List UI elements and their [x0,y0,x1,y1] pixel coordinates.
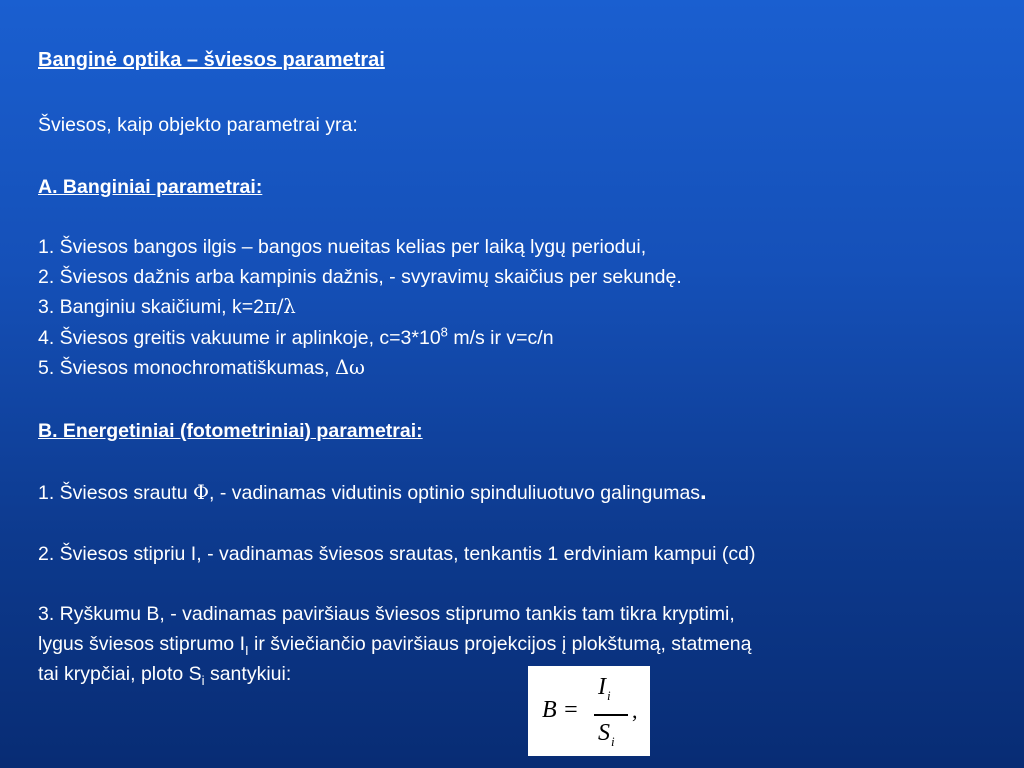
section-b-item-2: 2. Šviesos stipriu I, - vadinamas šviesos srautas, tenkantis 1 erdviniam kampui (cd) [38,543,756,565]
section-b-item-3-line-1: 3. Ryškumu B, - vadinamas paviršiaus šviesos stiprumo tankis tam tikra kryptimi, [38,603,735,625]
slide-title: Banginė optika – šviesos parametrai [38,49,385,71]
fraction-bar [594,714,628,716]
item-3-text: 3. Banginiu skaičiumi, k=2 [38,296,264,318]
b-item-1-symbol: Φ [193,481,209,504]
item-5-text: 5. Šviesos monochromatiškumas, [38,357,335,379]
b-item-1-text: 1. Šviesos srautu [38,482,193,504]
section-a-item-2: 2. Šviesos dažnis arba kampinis dažnis, - svyravimų skaičius per sekundę. [38,266,682,288]
item-3-symbol: π/λ [264,295,296,318]
slide [38,0,1008,768]
section-a-item-5 [38,356,365,380]
b-item-1-tail: , - vadinamas vidutinis optinio spinduliuotuvo galingumas [209,482,701,504]
denominator-subscript: i [611,734,615,749]
b-item-3-l2-sub: I [245,642,249,658]
b-item-3-l3-a: tai krypčiai, ploto S [38,663,202,685]
formula-lhs: B = [542,697,579,723]
formula-comma: , [632,698,638,723]
numerator-symbol: I [598,674,606,700]
section-b-heading: B. Energetiniai (fotometriniai) parametrai: [38,420,423,442]
item-4-text: 4. Šviesos greitis vakuume ir aplinkoje, c=3*10 [38,327,441,349]
b-item-3-l2-b: ir šviečiančio paviršiaus projekcijos į plokštumą, statmeną [248,633,752,655]
section-a-heading: A. Banginiai parametrai: [38,176,263,198]
b-item-3-l2-a: lygus šviesos stiprumo I [38,633,245,655]
b-item-3-l3-b: santykiui: [204,663,292,685]
formula-numerator [598,674,610,701]
numerator-subscript: i [607,688,611,703]
section-b-item-3-line-3 [38,662,291,686]
b-item-3-l3-sub: i [201,672,205,688]
item-5-symbol: Δω [334,356,365,379]
section-b-item-1 [38,480,707,505]
section-a-item-4 [38,326,554,350]
section-a-item-3 [38,295,296,319]
section-b-item-3-line-2 [38,632,752,656]
item-4-tail: m/s ir v=c/n [447,327,554,349]
section-a-item-1: 1. Šviesos bangos ilgis – bangos nueitas kelias per laiką lygų periodui, [38,236,647,258]
brightness-formula [528,666,650,756]
b-item-1-dot: . [700,478,707,505]
formula-denominator [598,720,614,747]
intro-text: Šviesos, kaip objekto parametrai yra: [38,114,358,136]
item-4-exponent: 8 [440,324,448,340]
denominator-symbol: S [598,720,610,746]
